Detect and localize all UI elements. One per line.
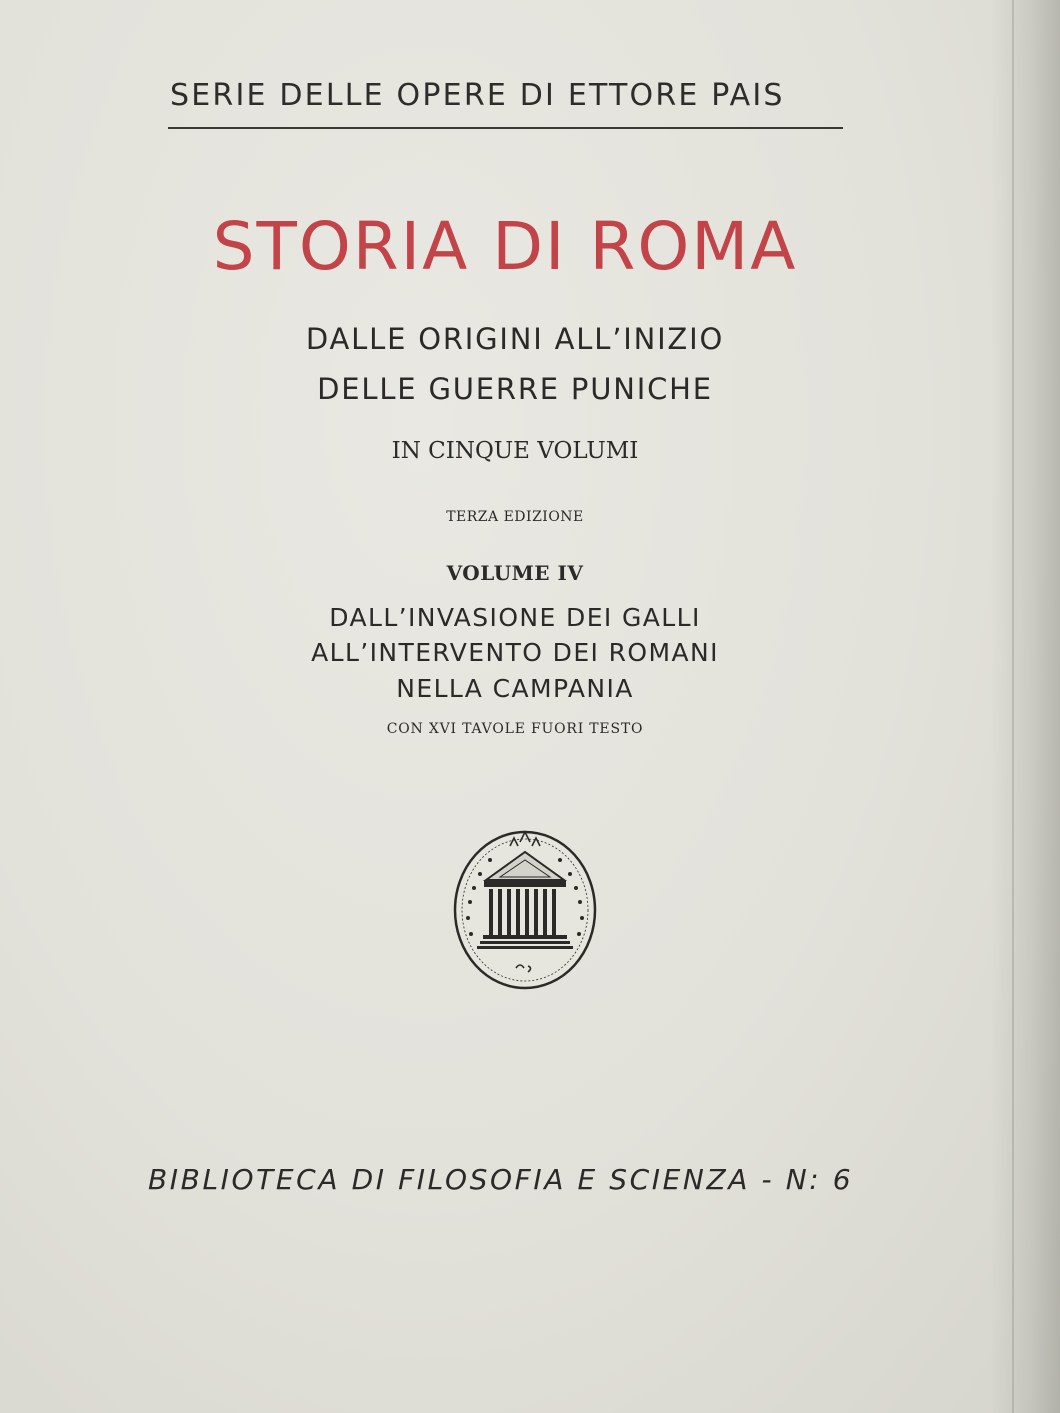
volume-label: VOLUME IV (446, 561, 584, 585)
volume-title-line-3: NELLA CAMPANIA (396, 674, 634, 703)
series-footer: BIBLIOTECA DI FILOSOFIA E SCIENZA - N: 6 (148, 1163, 854, 1196)
subtitle-line-1: DALLE ORIGINI ALL’INIZIO (305, 322, 725, 356)
volumes-note: IN CINQUE VOLUMI (391, 438, 639, 464)
subtitle-line-2: DELLE GUERRE PUNICHE (317, 372, 713, 406)
plates-note: CON XVI TAVOLE FUORI TESTO (386, 721, 644, 737)
volume-title-line-1: DALL’INVASIONE DEI GALLI (329, 603, 701, 632)
page-edge-line (1012, 0, 1014, 1413)
book-title: STORIA DI ROMA (212, 208, 798, 285)
volume-title-line-2: ALL’INTERVENTO DEI ROMANI (311, 638, 719, 667)
series-rule (168, 127, 843, 129)
temple-coin-icon (450, 828, 600, 992)
series-line: SERIE DELLE OPERE DI ETTORE PAIS (170, 78, 785, 113)
edition-note: TERZA EDIZIONE (446, 509, 584, 525)
